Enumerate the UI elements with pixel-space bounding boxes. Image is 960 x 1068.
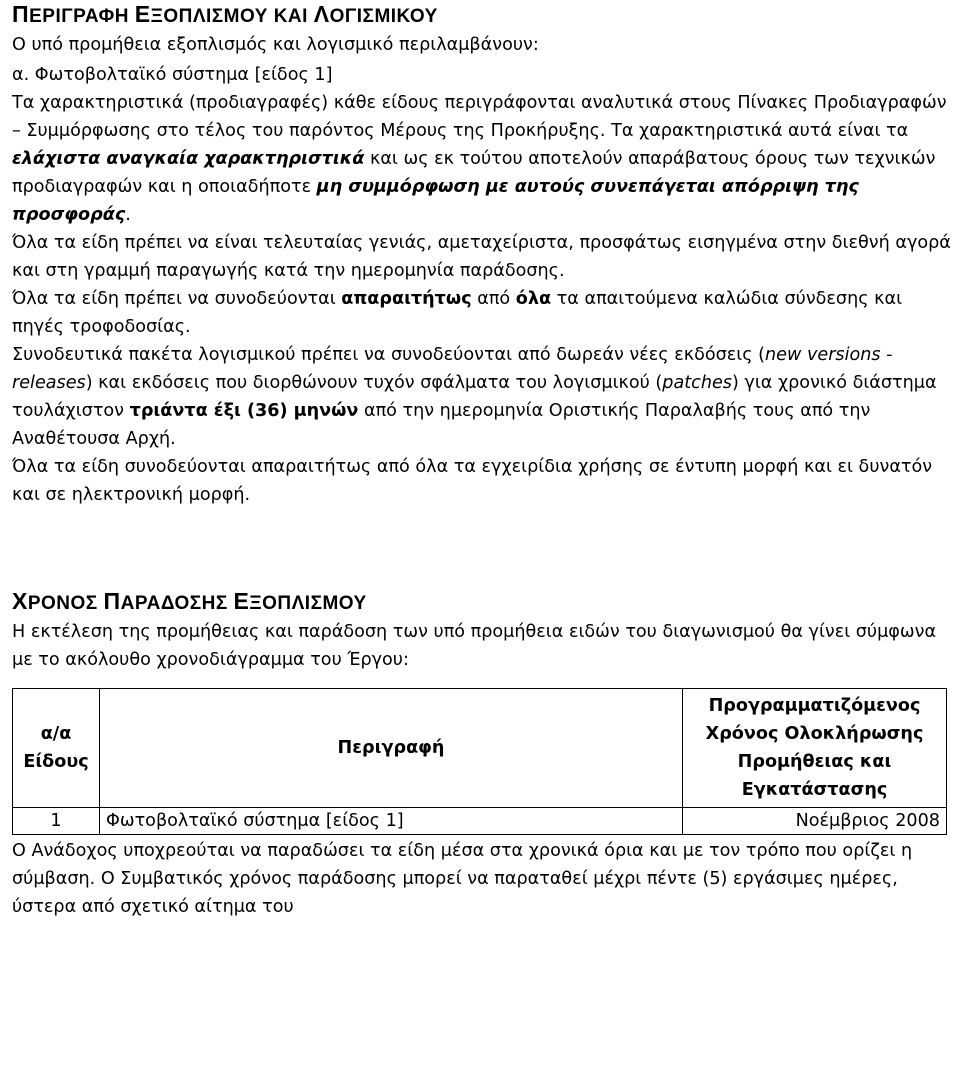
manuals-paragraph: Όλα τα είδη συνοδεύονται απαραιτήτως από όλα τα εγχειρίδια χρήσης σε έντυπη μορφή και ει δυνατόν και σε ηλεκτρονική μορφή. xyxy=(12,457,933,505)
table-row xyxy=(13,808,947,835)
delivery-time-heading: ΧΡΟΝΟΣ ΠΑΡΑΔΟΣΗΣ ΕΞΟΠΛΙΣΜΟΥ xyxy=(12,588,367,614)
section-spacer xyxy=(12,509,952,587)
schedule-table-header xyxy=(13,689,947,808)
schedule-intro: Η εκτέλεση της προμήθειας και παράδοση των υπό προμήθεια ειδών του διαγωνισμού θα γίνει σύμφωνα με το ακόλουθο χρονοδιάγραμμα του Έργου: xyxy=(12,622,937,670)
software-paragraph: Συνοδευτικά πακέτα λογισμικού πρέπει να συνοδεύονται από δωρεάν νέες εκδόσεις (new versions - releases) και εκδόσεις που διορθώνουν τυχόν σφάλματα του λογισμικού (patches) για χρονικό διάστημα τουλάχιστον τριάντα έξι (36) μηνών από την ημερομηνία Οριστικής Παραλαβής τους από την Αναθέτουσα Αρχή. xyxy=(12,345,937,449)
header-completion-time: Προγραμματιζόμενος Χρόνος Ολοκλήρωσης Προμήθειας και Εγκατάστασης xyxy=(683,689,947,808)
cell-item-number: 1 xyxy=(13,808,100,835)
cell-completion-time: Νοέμβριος 2008 xyxy=(683,808,947,835)
header-item-number: α/α Είδους xyxy=(13,689,100,808)
cell-description: Φωτοβολταϊκό σύστημα [είδος 1] xyxy=(100,808,683,835)
equipment-description-heading: ΠΕΡΙΓΡΑΦΗ ΕΞΟΠΛΙΣΜΟΥ ΚΑΙ ΛΟΓΙΣΜΙΚΟΥ xyxy=(12,1,438,27)
header-description: Περιγραφή xyxy=(100,689,683,808)
latest-generation-paragraph: Όλα τα είδη πρέπει να είναι τελευταίας γενιάς, αμεταχείριστα, προσφάτως εισηγμένα στην διεθνή αγορά και στη γραμμή παραγωγής κατά την ημερομηνία παράδοσης. xyxy=(12,233,951,281)
contractor-obligation-paragraph: Ο Ανάδοχος υποχρεούται να παραδώσει τα είδη μέσα στα χρονικά όρια και με τον τρόπο που ορίζει η σύμβαση. Ο Συμβατικός χρόνος παράδοσης μπορεί να παραταθεί μέχρι πέντε (5) εργάσιμες ημέρες, ύστερα από σχετικό αίτημα του xyxy=(12,841,913,917)
item-title: α. Φωτοβολταϊκό σύστημα [είδος 1] xyxy=(12,65,333,85)
schedule-table xyxy=(12,688,947,835)
specs-paragraph: Τα χαρακτηριστικά (προδιαγραφές) κάθε είδους περιγράφονται αναλυτικά στους Πίνακες Προδιαγραφών – Συμμόρφωσης στο τέλος του παρόντος Μέρους της Προκήρυξης. Τα χαρακτηριστικά αυτά είναι τα ελάχιστα αναγκαία χαρακτηριστικά και ως εκ τούτου αποτελούν απαράβατους όρους των τεχνικών προδιαγραφών και η οποιαδήποτε μη συμμόρφωση με αυτούς συνεπάγεται απόρριψη της προσφοράς. xyxy=(12,93,947,225)
document-page xyxy=(12,0,952,921)
cables-paragraph: Όλα τα είδη πρέπει να συνοδεύονται απαραιτήτως από όλα τα απαιτούμενα καλώδια σύνδεσης και πηγές τροφοδοσίας. xyxy=(12,289,903,337)
intro-text: Ο υπό προμήθεια εξοπλισμός και λογισμικό περιλαμβάνουν: xyxy=(12,35,539,55)
